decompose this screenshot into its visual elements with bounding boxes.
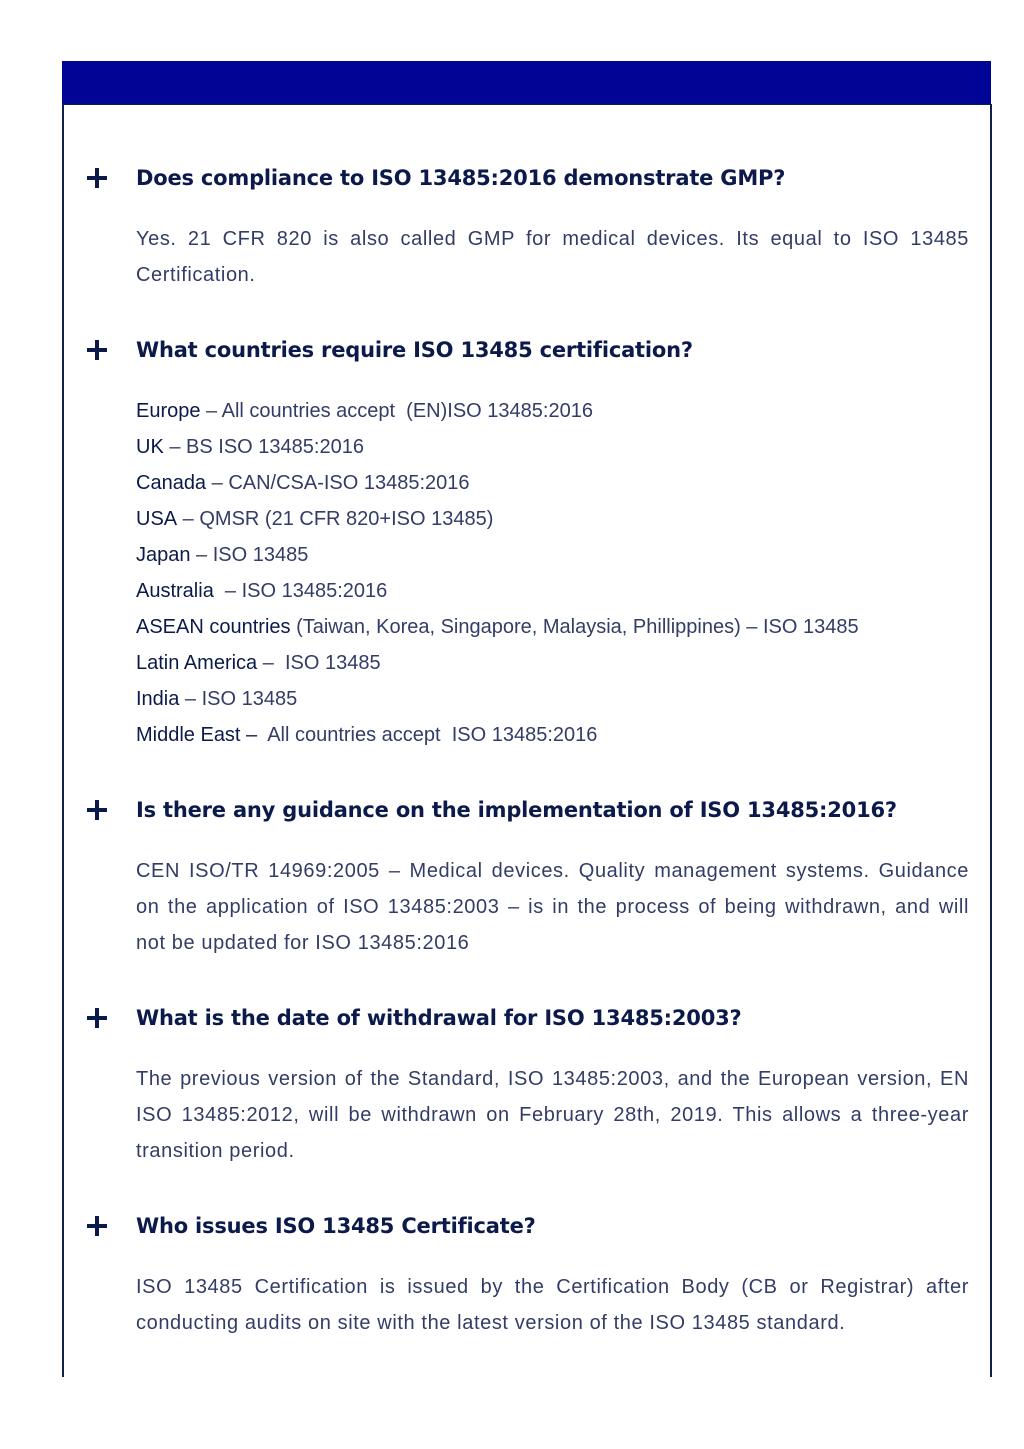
country-separator: – (177, 508, 200, 530)
plus-icon[interactable] (84, 1005, 110, 1031)
country-row-europe (136, 393, 996, 429)
country-name: Europe (136, 400, 201, 422)
country-separator: – (206, 472, 229, 494)
faq-question[interactable]: What is the date of withdrawal for ISO 13485:2003? (136, 1006, 742, 1030)
country-name: USA (136, 508, 178, 530)
country-name: UK (136, 436, 164, 458)
country-list (136, 393, 996, 753)
country-standard: CAN/CSA-ISO 13485:2016 (228, 472, 470, 494)
plus-icon[interactable] (84, 797, 110, 823)
country-standard: ISO 13485:2016 (241, 580, 388, 602)
country-separator: – (163, 436, 187, 458)
faq-answer: The previous version of the Standard, ISO 13485:2003, and the European version, EN ISO 13485:2012, will be withdrawn on February 28th, 2019. This allows a three-year transition period. (136, 1068, 969, 1162)
country-standard: All countries accept (EN)ISO 13485:2016 (221, 400, 593, 422)
faq-question[interactable]: Is there any guidance on the implementation of ISO 13485:2016? (136, 798, 897, 822)
country-row-asean (136, 609, 996, 645)
country-row-canada (136, 465, 996, 501)
country-row-india (136, 681, 996, 717)
country-standard: ISO 13485 (201, 688, 298, 710)
plus-icon[interactable] (84, 1213, 110, 1239)
country-name: Canada (136, 472, 207, 494)
faq-answer: Yes. 21 CFR 820 is also called GMP for medical devices. Its equal to ISO 13485 Certification. (136, 228, 969, 286)
country-standard: ISO 13485 (212, 544, 309, 566)
country-name: Australia (136, 580, 214, 602)
country-separator: – (257, 652, 285, 674)
plus-icon[interactable] (84, 165, 110, 191)
country-row-latin-america (136, 645, 996, 681)
faq-answer: ISO 13485 Certification is issued by the Certification Body (CB or Registrar) after conducting audits on site with the latest version of the ISO 13485 standard. (136, 1276, 969, 1334)
country-row-uk (136, 429, 996, 465)
faq-answer: CEN ISO/TR 14969:2005 – Medical devices. Quality management systems. Guidance on the application of ISO 13485:2003 – is in the process of being withdrawn, and will not be updated for ISO 13485:2016 (136, 860, 969, 954)
country-standard: (Taiwan, Korea, Singapore, Malaysia, Phillippines) – ISO 13485 (296, 616, 859, 638)
country-standard: QMSR (21 CFR 820+ISO 13485) (199, 508, 494, 530)
plus-icon[interactable] (84, 337, 110, 363)
country-standard: BS ISO 13485:2016 (186, 436, 364, 458)
country-row-australia (136, 573, 996, 609)
country-separator: – (190, 544, 213, 566)
faq-question[interactable]: What countries require ISO 13485 certification? (136, 338, 693, 362)
country-name: Latin America (136, 652, 258, 674)
faq-question[interactable]: Who issues ISO 13485 Certificate? (136, 1214, 536, 1238)
country-name: India (136, 688, 180, 710)
country-name: Middle East – (136, 724, 258, 746)
header-bar (62, 61, 991, 104)
country-name: ASEAN countries (136, 616, 291, 638)
country-row-usa (136, 501, 996, 537)
country-standard: ISO 13485 (284, 652, 381, 674)
country-standard: All countries accept ISO 13485:2016 (267, 724, 598, 746)
faq-question[interactable]: Does compliance to ISO 13485:2016 demonstrate GMP? (136, 166, 786, 190)
country-separator (257, 724, 267, 746)
country-name: Japan (136, 544, 191, 566)
country-row-middle-east (136, 717, 996, 753)
country-separator: – (179, 688, 202, 710)
country-row-japan (136, 537, 996, 573)
country-separator: – (200, 400, 222, 422)
country-separator: – (213, 580, 242, 602)
